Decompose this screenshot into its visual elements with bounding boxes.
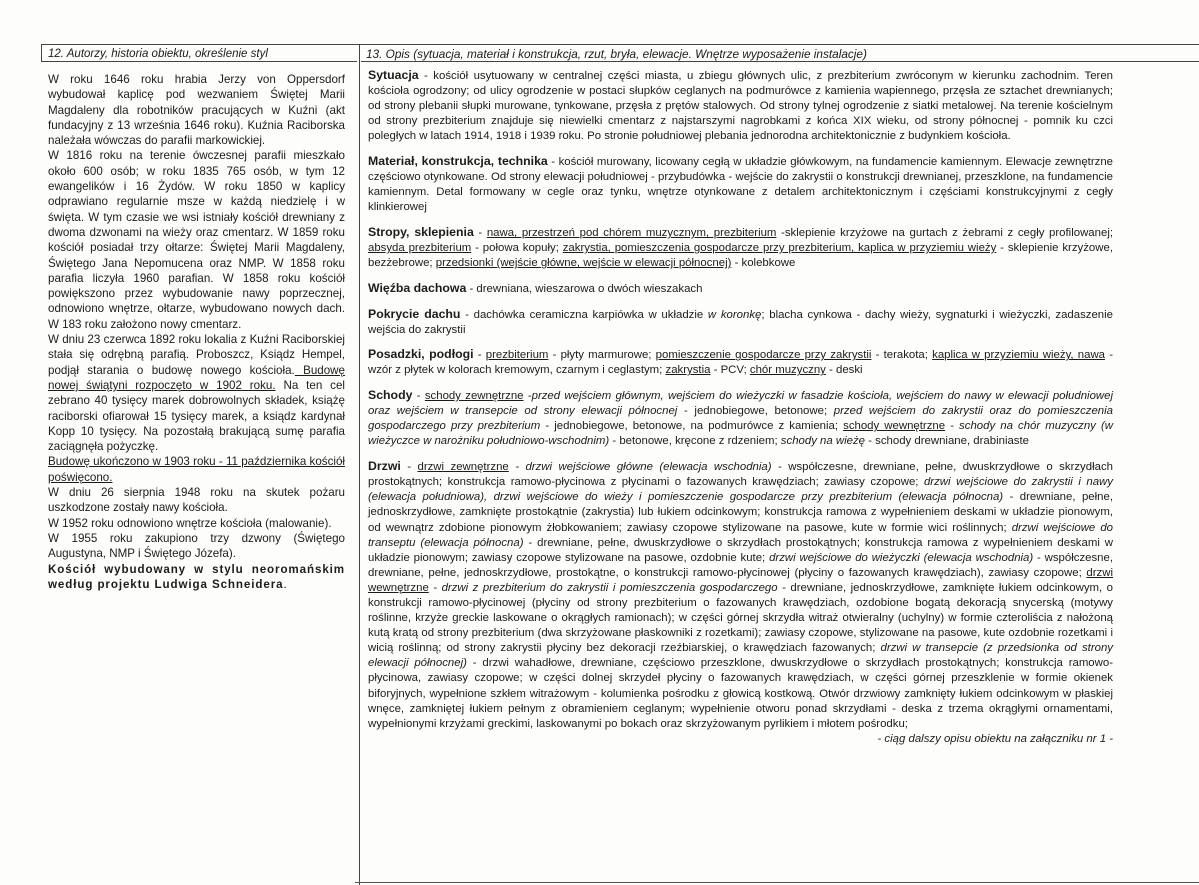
bottom-edge-mark (355, 882, 1199, 883)
section-text: - betonowe, kręcone z rdzeniem; (609, 435, 781, 448)
section-text: - schody drewniane, drabiniaste (865, 435, 1030, 448)
history-paragraph: W 1955 roku zakupiono trzy dzwony (Świętego Augustyna, NMP i Świętego Józefa). (48, 531, 345, 561)
section-text: - dachówka ceramiczna karpiówka w układzie (460, 308, 708, 321)
underlined-term: schody wewnętrzne (843, 420, 946, 433)
section-text: - kościół murowany, licowany cegłą w układzie główkowym, na fundamencie kamiennym. Elewacje zewnętrzne częściowo otynkowane. Od strony elewacji południowej - przybudówka - wejście do zakrystii o konstrukcji drewnianej, przeszklone, na fundamencie kamiennym. Detal formowany w cegle oraz tynku, wnętrze otynkowane z detalem architektonicznym i częściami konstrukcyjnymi z cegły klinkierowej (368, 156, 1113, 214)
italic-term: drzwi wejściowe do transeptu (elewacja północna) (368, 521, 1113, 549)
section-text: - sklepienie krzyżowe, bezżebrowe; (368, 242, 1113, 270)
history-column (48, 72, 345, 592)
italic-term: - drzwi wejściowe główne (elewacja wschodnia) (508, 461, 772, 474)
section-text: ; blacha cynkowa - dachy wieży, sygnaturki i wieżyczki, zadaszenie wejścia do zakrystii (368, 308, 1113, 336)
italic-term: schody na wieżę (780, 435, 866, 448)
section-sytuacja (368, 68, 1113, 144)
history-text: W dniu 23 czerwca 1892 roku lokalia z Kuźni Raciborskiej stała się odrębną parafią. Proboszcz, Ksiądz Hempel, podjął starania o budowę nowego kościoła. (48, 333, 345, 377)
section-drzwi (368, 459, 1113, 732)
italic-term: w koronkę (707, 308, 762, 321)
underlined-term: przedsionki (wejście główne, wejście w elewacji północnej) (435, 257, 732, 270)
history-text: Na ten cel zebrano 40 tysięcy marek dobrowolnych składek, książę raciborski ofiarował 15 tysięcy marek, a ksiądz kardynał Kopp 10 tysięcy. Na pozostałą brakującą sumę parafia zaciągnęła pożyczkę. (48, 378, 345, 454)
section-heading: Materiał, konstrukcja, technika (368, 154, 548, 169)
section-text: - deski (825, 364, 863, 377)
underlined-term: drzwi wewnętrzne (368, 566, 1113, 594)
continuation-note: - ciąg dalszy opisu obiektu na załączniku nr 1 - (877, 732, 1113, 745)
history-paragraph (48, 454, 345, 485)
style-statement-end: . (283, 577, 287, 591)
italic-term: przed wejściem do zakrystii oraz do pomieszczenia gospodarczego przy prezbiterium (368, 405, 1114, 433)
underlined-term: kaplica w przyziemiu wieży, nawa (932, 349, 1106, 362)
history-paragraph: W 1816 roku na terenie ówczesnej parafii mieszkało około 600 osób; w roku 1835 765 osób, w tym 12 ewangelików i 16 Żydów. W roku 1850 w kaplicy odprawiano regularnie msze w każdą niedzielę i w święta. W tym czasie we wsi istniały kościół drewniany z dwoma dzwonami na wieży oraz cmentarz. W 1859 roku kościół posiadał trzy ołtarze: Świętej Marii Magdaleny, Świętego Jana Nepomucena oraz NMP. W 1858 roku parafia liczyła 1960 parafian. W 1858 roku kościół powiększono przez wybudowanie nawy poprzecznej, odnowiono wnętrze, ołtarze, wybudowano nowych dach. W 183 roku założono nowy cmentarz. (48, 149, 345, 331)
history-paragraph: W 1952 roku odnowiono wnętrze kościoła (malowanie). (48, 516, 332, 530)
section-text: - płyty marmurowe; (548, 349, 656, 362)
section-text: - jednobiegowe, betonowe; (677, 405, 834, 418)
section-heading: Stropy, sklepienia (368, 225, 474, 240)
section-wiezba (368, 281, 1113, 297)
section-text: - (400, 461, 418, 474)
section-heading: Drzwi (368, 459, 401, 474)
underlined-term: absyda prezbiterium (368, 242, 472, 255)
section-text: - (473, 227, 487, 240)
section-schody (368, 388, 1113, 449)
underlined-term: zakrystia, pomieszczenia gospodarcze przy prezbiterium, kaplica w przyziemiu wieży (562, 242, 997, 255)
history-paragraph (48, 332, 345, 454)
section-stropy (368, 225, 1113, 271)
section-posadzki (368, 347, 1113, 378)
underlined-term: nawa, przestrzeń pod chórem muzycznym, prezbiterium (486, 227, 777, 240)
section-heading: Sytuacja (368, 68, 419, 82)
section-text: - jednobiegowe, betonowe, na podmurówce z kamienia; (540, 420, 844, 433)
underlined-term: prezbiterium (485, 349, 549, 362)
section-text: - terakota; (871, 349, 933, 362)
style-statement (48, 562, 345, 593)
top-border (41, 44, 1199, 45)
underlined-term: chór muzyczny (749, 364, 826, 377)
section-heading: Schody (368, 388, 413, 403)
italic-term: drzwi w transepcie (z przedsionka od strony elewacji północnej) (368, 642, 1113, 670)
section-text: - kościół usytuowany w centralnej części miasta, u zbiegu głównych ulic, z prezbiterium zwróconym w kierunku zachodnim. Teren kościoła ogrodzony; od ulicy ogrodzenie w postaci słupków ceglanych na podmurówce z kamienia wapiennego, przęsła ze sztachet drewnianych; od strony plebanii słupki murowane, tynkowane, przęsła z prętów stalowych. Od strony tylnej ogrodzenie z siatki metalowej. Na terenie kościelnym od strony prezbiterium znajduje się niewielki cmentarz z najstarszymi nagrobkami z końca XIX wieku, od strony północnej - pomnik ku czci poległych w latach 1914, 1918 i 1939 roku. Po stronie południowej plebania jednorodna architektonicznie z budynkiem kościoła. (368, 70, 1113, 143)
italic-term: - schody na chór muzyczny (w wieżyczce w narożniku południowo-wschodnim) (368, 420, 1113, 448)
section-text: -sklepienie krzyżowe na gurtach z żebrami z cegły profilowanej; (776, 227, 1114, 240)
section-material (368, 154, 1113, 215)
section-text: - drewniane, pełne, jednoskrzydłowe, zamknięte prostokątnie (zakrystia) lub łukiem odcinkowym; konstrukcja ramowa z wypełnieniem deskami w układzie pionowym, od wewnątrz zdobione pionowym żłobkowaniem; zawiasy czopowe stylizowane na pasowe, kute w formie wici roślinnych; (368, 491, 1113, 534)
history-underlined-text: Budowę ukończono w 1903 roku - 11 października kościół poświęcono. (48, 455, 345, 484)
history-paragraph: W dniu 26 sierpnia 1948 roku na skutek pożaru uszkodzone zostały nawy kościoła. (48, 486, 345, 515)
section-pokrycie (368, 307, 1113, 338)
description-column (368, 68, 1113, 747)
column-divider (359, 44, 360, 885)
section-text: - połowa kopuły; (471, 242, 563, 255)
underlined-term: drzwi zewnętrzne (417, 461, 509, 474)
italic-term: drzwi wejściowe do zakrystii i nawy (elewacja południowa), drzwi wejściowe do wieży i pomieszczenie gospodarcze przy prezbiterium (elewacja północna) (368, 476, 1113, 504)
header-divider-right (361, 61, 1199, 62)
left-edge (41, 44, 42, 62)
header-divider-left (41, 61, 357, 62)
section-text: - współczesne, drewniane, pełne, dwuskrzydłowe o skrzydłach prostokątnych; konstrukcja ramowo-płycinowa z płycinami o fazowanych krawędziach; zawiasy czopowe; (368, 461, 1113, 489)
section-text: - drewniane, pełne, dwuskrzydłowe o skrzydłach prostokątnych; konstrukcja ramowa z wypełnieniem deskami w układzie pionowym; zawiasy czopowe stylizowane na pasowe, ozdobnie kute; (368, 536, 1113, 564)
italic-term: - drzwi z prezbiterium do zakrystii i pomieszczenia gospodarczego (428, 581, 778, 594)
section-text: - drewniane, jednoskrzydłowe, zamknięte łukiem odcinkowym, o konstrukcji ramowo-płycinowej (płyciny od strony prezbiterium o fazowanych krawędziach, ozdobione bogatą dekoracją snycerską (motywy roślinne, krzyże greckie laskowane o okrągłych ramionach); w części górnej skrzydła witraż otwieralny (uchylny) w formie czteroliścia z nałożoną kutą kratą od strony prezbiterium (dwa skrzyżowane płaskowniki z rozetkami); zawiasy czopowe, stylizowane na pasowe, kute ozdobnie rozetkami i wicią roślinną; od strony zakrystii płyciny bez dekoracji rzeźbiarskiej, o krawędziach fazowanych; (368, 581, 1114, 655)
section-text: - kolebkowe (731, 257, 796, 270)
underlined-term: pomieszczenie gospodarcze przy zakrystii (655, 349, 872, 362)
history-underlined-text: Budowę nowej świątyni rozpoczęto w 1902 roku. (48, 363, 346, 392)
section-text: - (473, 349, 486, 362)
section-heading: Posadzki, podłogi (368, 347, 474, 362)
italic-term: -przed wejściem głównym, wejściem do wieżyczki w fasadzie kościoła, wejściem do nawy w elewacji południowej oraz wejściem w transepcie od strony elewacji północnej (368, 390, 1113, 418)
style-statement-bold: Kościół wybudowany w stylu neoromańskim według projektu Ludwiga Schneidera (48, 562, 345, 591)
right-section-header: 13. Opis (sytuacja, materiał i konstrukcja, rzut, bryła, elewacje. Wnętrze wyposażenie instalacje) (366, 47, 867, 61)
section-text: - wzór z płytek w kolorach kremowym, czarnym i ceglastym; (368, 349, 1113, 377)
section-text: - (412, 390, 425, 403)
history-paragraph: W roku 1646 roku hrabia Jerzy von Oppersdorf wybudował kaplicę pod wezwaniem Świętej Marii Magdaleny dla robotników pracujących w Kuźni (akt fundacyjny z 13 września 1646 roku). Kuźnia Raciborska należała wówczas do parafii markowickiej. (48, 73, 345, 148)
section-text: - drzwi wahadłowe, drewniane, częściowo przeszklone, dwuskrzydłowe o skrzydłach prostokątnych; konstrukcja ramowo-płycinowa, zawiasy czopowe; w części dolnej skrzydeł płyciny o fazowanych krawędziach, w części górnej przeszklenie w formie okienek biforyjnych, wypełnione szkłem witrażowym - kolumienka pośrodku z głowicą kostkową. Otwór drzwiowy zamknięty łukiem odcinkowym w płaskiej wnęce, zamkniętej łukiem pełnym z obramieniem ceglanym; wypełnienie otworu ponad skrzydłami - deska z trzema okrągłymi ornamentami, wypełnionymi krzyżami greckimi, laskowanymi po bokach oraz skrzyżowanym pyrlikiem i młotem pośrodku; (368, 657, 1113, 730)
left-section-header: 12. Autorzy, historia obiektu, określenie styl (48, 48, 268, 60)
section-text: - PCV; (710, 364, 750, 377)
underlined-term: schody zewnętrzne (424, 390, 524, 403)
section-heading: Więźba dachowa (368, 280, 467, 295)
section-text: - drewniana, wieszarowa o dwóch wieszakach (466, 282, 703, 295)
section-heading: Pokrycie dachu (368, 306, 461, 321)
section-text: - współczesne, drewniane, pełne, jednoskrzydłowe, prostokątne, o konstrukcji ramowo-płycinowej (płyciny o fazowanych krawędziach), zawiasy czopowe; (368, 551, 1114, 579)
italic-term: drzwi wejściowe do wieżyczki (elewacja wschodnia) (769, 551, 1034, 564)
underlined-term: zakrystia (665, 364, 711, 377)
